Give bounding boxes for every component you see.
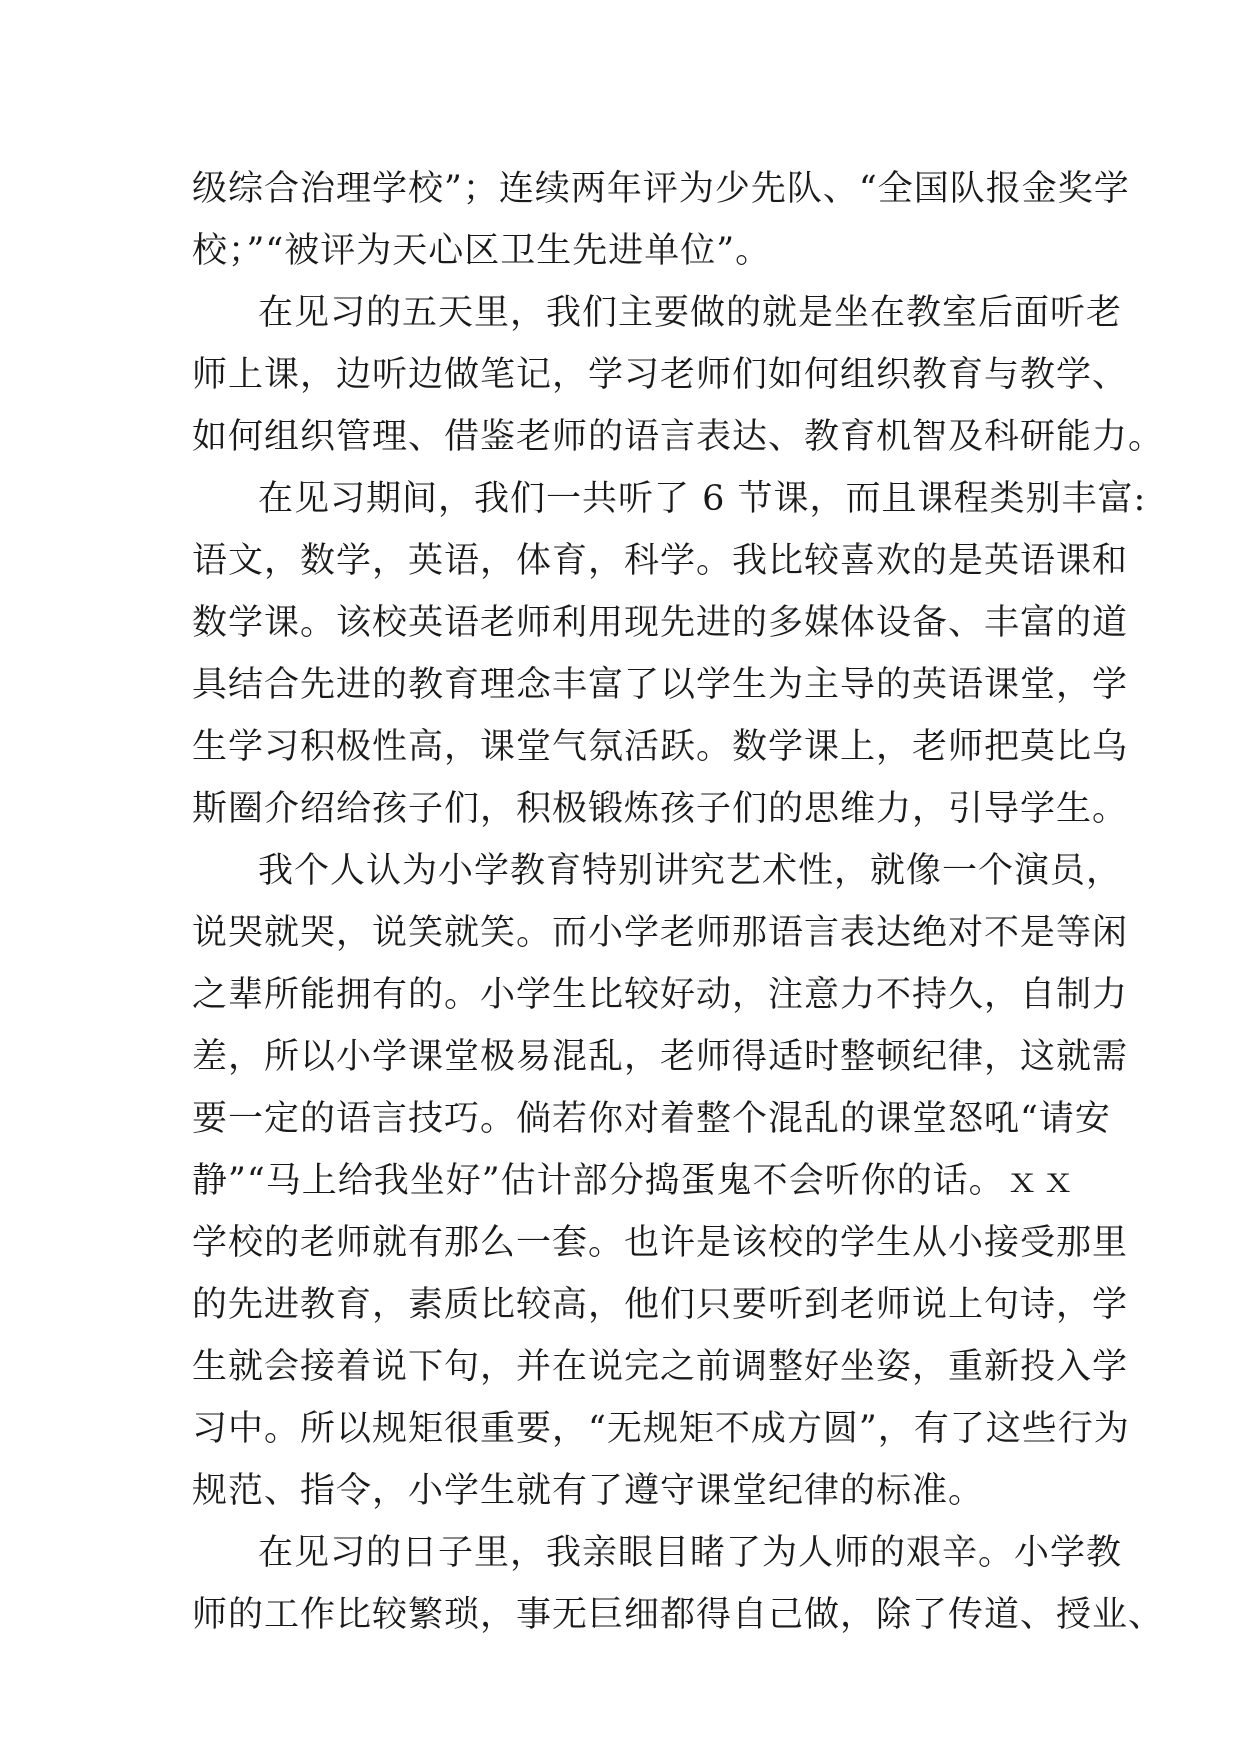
text-line: 在见习的五天里，我们主要做的就是坐在教室后面听老 — [258, 293, 1123, 333]
text-line: 如何组织管理、借鉴老师的语言表达、教育机智及科研能力。 — [192, 417, 1165, 457]
text-line: 说哭就哭，说笑就笑。而小学老师那语言表达绝对不是等闲 — [192, 913, 1129, 953]
text-line: 在见习的日子里，我亲眼目睹了为人师的艰辛。小学教 — [258, 1533, 1123, 1573]
text-line: 差，所以小学课堂极易混乱，老师得适时整顿纪律，这就需 — [192, 1037, 1129, 1077]
text-line: 具结合先进的教育理念丰富了以学生为主导的英语课堂，学 — [192, 665, 1129, 705]
text-line: 师上课，边听边做笔记，学习老师们如何组织教育与教学、 — [192, 355, 1129, 395]
text-line: 之辈所能拥有的。小学生比较好动，注意力不持久，自制力 — [192, 975, 1129, 1015]
text-line: 的先进教育，素质比较高，他们只要听到老师说上句诗，学 — [192, 1285, 1129, 1325]
text-line: 静”“马上给我坐好”估计部分捣蛋鬼不会听你的话。ｘｘ — [192, 1161, 1077, 1201]
text-line: 生就会接着说下句，并在说完之前调整好坐姿，重新投入学 — [192, 1347, 1129, 1387]
text-line: 习中。所以规矩很重要，“无规矩不成方圆”，有了这些行为 — [192, 1409, 1130, 1449]
text-line: 要一定的语言技巧。倘若你对着整个混乱的课堂怒吼“请安 — [192, 1099, 1111, 1139]
text-line: 师的工作比较繁琐，事无巨细都得自己做，除了传道、授业、 — [192, 1595, 1165, 1635]
text-line: 斯圈介绍给孩子们，积极锻炼孩子们的思维力，引导学生。 — [192, 789, 1129, 829]
text-line: 级综合治理学校”；连续两年评为少先队、“全国队报金奖学 — [192, 169, 1130, 209]
text-line: 生学习积极性高，课堂气氛活跃。数学课上，老师把莫比乌 — [192, 727, 1129, 767]
text-line: 校；”“被评为天心区卫生先进单位”。 — [192, 231, 772, 271]
text-line: 在见习期间，我们一共听了 6 节课，而且课程类别丰富: — [258, 479, 1147, 519]
text-line: 数学课。该校英语老师利用现先进的多媒体设备、丰富的道 — [192, 603, 1129, 643]
text-line: 语文，数学，英语，体育，科学。我比较喜欢的是英语课和 — [192, 541, 1129, 581]
document-body — [192, 158, 1165, 1646]
text-line: 规范、指令，小学生就有了遵守课堂纪律的标准。 — [192, 1471, 985, 1511]
text-line: 我个人认为小学教育特别讲究艺术性，就像一个演员， — [258, 851, 1123, 891]
text-line: 学校的老师就有那么一套。也许是该校的学生从小接受那里 — [192, 1223, 1129, 1263]
